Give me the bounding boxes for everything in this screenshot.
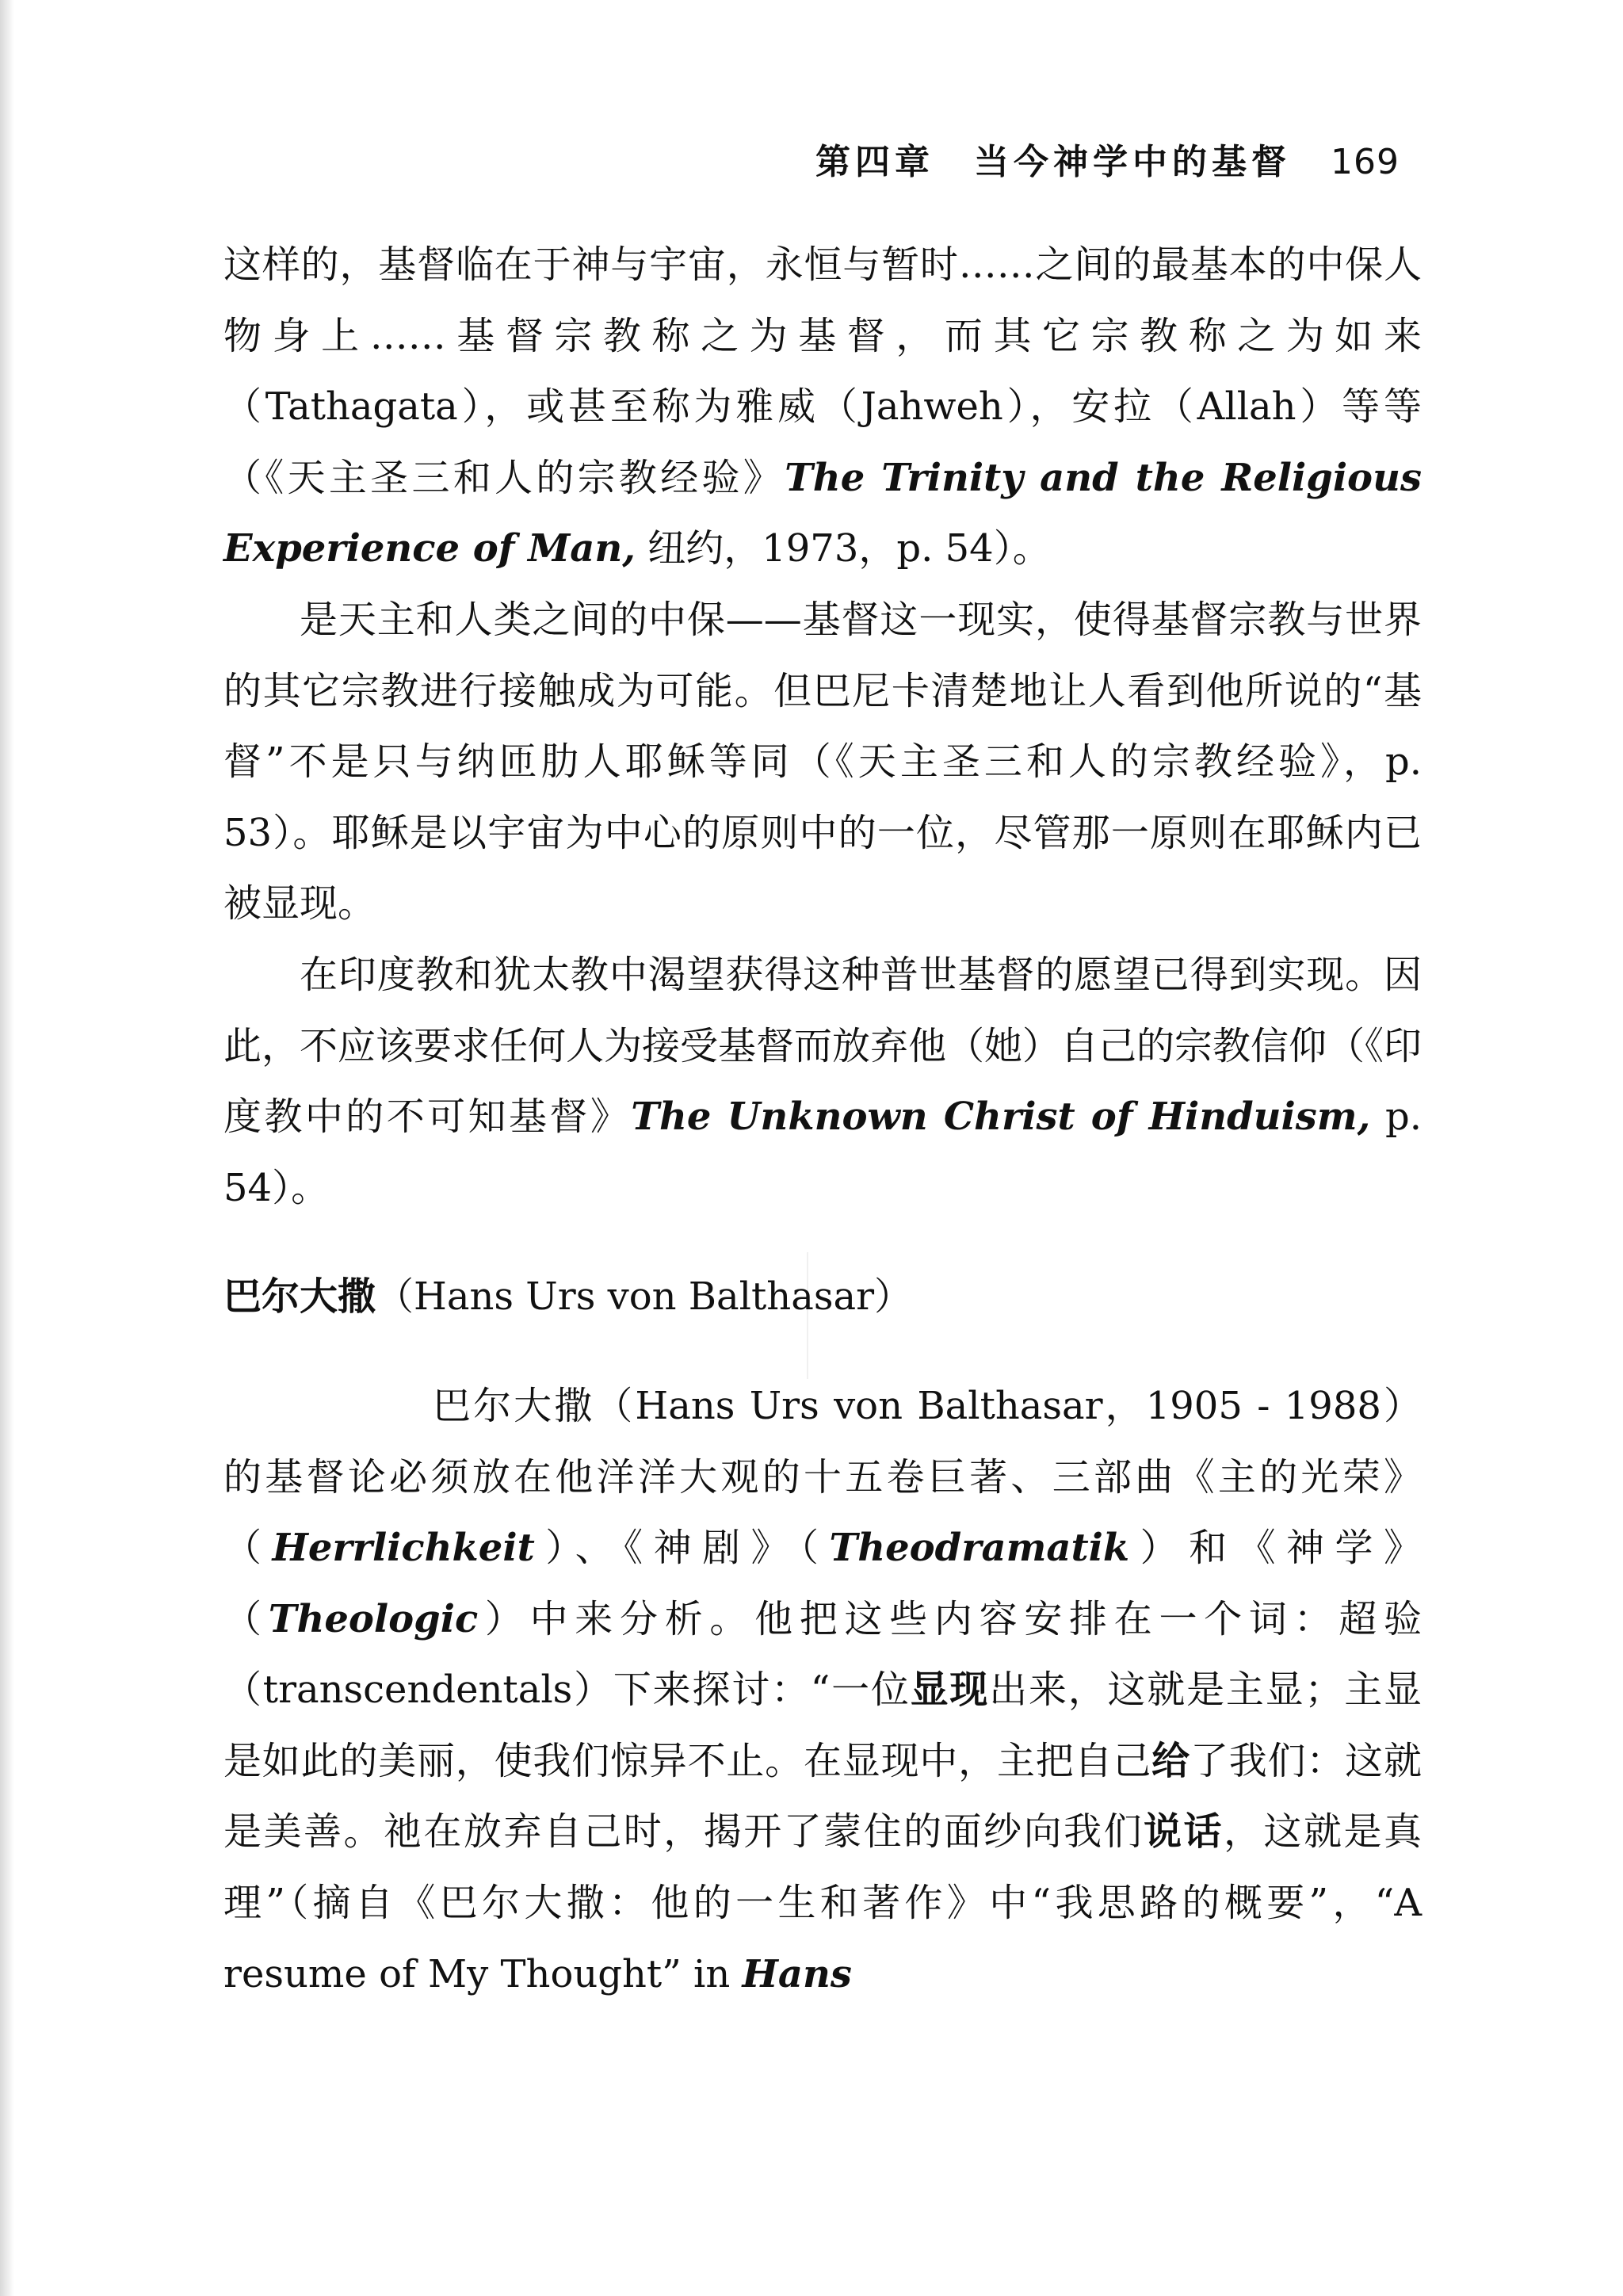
running-header <box>815 133 1400 184</box>
para4-i: 出来，这就是主显；主显是如此的美丽，使我们惊异不止。在显现中，主把自己 <box>223 1668 1422 1783</box>
paragraph-1 <box>223 230 1422 585</box>
paragraph-3 <box>223 940 1422 1224</box>
para4-k: 了我们：这就是美善。祂在放弃自己时，揭开了蒙住的面纱向我们 <box>223 1738 1422 1855</box>
para4-a: 巴尔大撒（Hans Urs von Balthasar，1905 - 1988）的基督论必须放在他洋洋大观的十五卷巨著、三部曲《主的光荣》（ <box>223 1383 1422 1571</box>
para3-book-title: The Unknown Christ of Hinduism, <box>631 1095 1371 1140</box>
header-chapter: 第四章 <box>815 142 935 182</box>
para4-theodramatik: Theodramatik <box>829 1526 1130 1571</box>
section-heading-zh: 巴尔大撒 <box>223 1274 376 1320</box>
para4-g: ）中来分析。他把这些内容安排在一个词：超验（transcendentals）下来探讨：“一位 <box>223 1596 1422 1713</box>
scan-edge-shadow <box>0 0 14 2296</box>
para4-hans: Hans <box>742 1951 852 1996</box>
para4-emph-give: 给 <box>1151 1738 1190 1783</box>
para3-citation: p. 54）。 <box>223 1095 1422 1210</box>
para1-citation: 纽约，1973，p. 54）。 <box>635 526 1051 571</box>
para4-c: ）、《神剧》（ <box>534 1526 830 1571</box>
para4-herrlichkeit: Herrlichkeit <box>272 1526 535 1571</box>
para4-e: ）和《神学》（ <box>223 1526 1422 1641</box>
body-text <box>223 230 1422 2010</box>
para1-book-title: The Trinity and the Religious Experience of Man, <box>223 455 1422 571</box>
para4-emph-speak: 说话 <box>1144 1809 1224 1855</box>
para4-theologic: Theologic <box>268 1596 479 1641</box>
section-heading-en: （Hans Urs von Balthasar） <box>376 1274 913 1320</box>
page-number: 169 <box>1331 142 1400 182</box>
paragraph-4 <box>223 1371 1422 2010</box>
para1-text: 这样的，基督临在于神与宇宙，永恒与暂时……之间的最基本的中保人物身上……基督宗教称之为基督，而其它宗教称之为如来（Tathagata），或甚至称为雅威（Jahweh），安拉（Allah）等等（《天主圣三和人的宗教经验》 <box>223 243 1422 500</box>
section-heading <box>223 1262 1422 1333</box>
header-title: 当今神学中的基督 <box>974 142 1292 182</box>
para4-emph-manifest: 显现 <box>910 1668 990 1713</box>
para3-text: 在印度教和犹太教中渴望获得这种普世基督的愿望已得到实现。因此，不应该要求任何人为接受基督而放弃他（她）自己的宗教信仰（《印度教中的不可知基督》 <box>223 952 1423 1140</box>
para4-m: ，这就是真理”（摘自《巴尔大撒：他的一生和著作》中“我思路的概要”，“A resume of My Thought” in <box>223 1809 1422 1996</box>
paragraph-2: 是天主和人类之间的中保——基督这一现实，使得基督宗教与世界的其它宗教进行接触成为可能。但巴尼卡清楚地让人看到他所说的“基督”不是只与纳匝肋人耶稣等同（《天主圣三和人的宗教经验》，p. 53）。耶稣是以宇宙为中心的原则中的一位，尽管那一原则在耶稣内已被显现。 <box>223 597 1422 926</box>
